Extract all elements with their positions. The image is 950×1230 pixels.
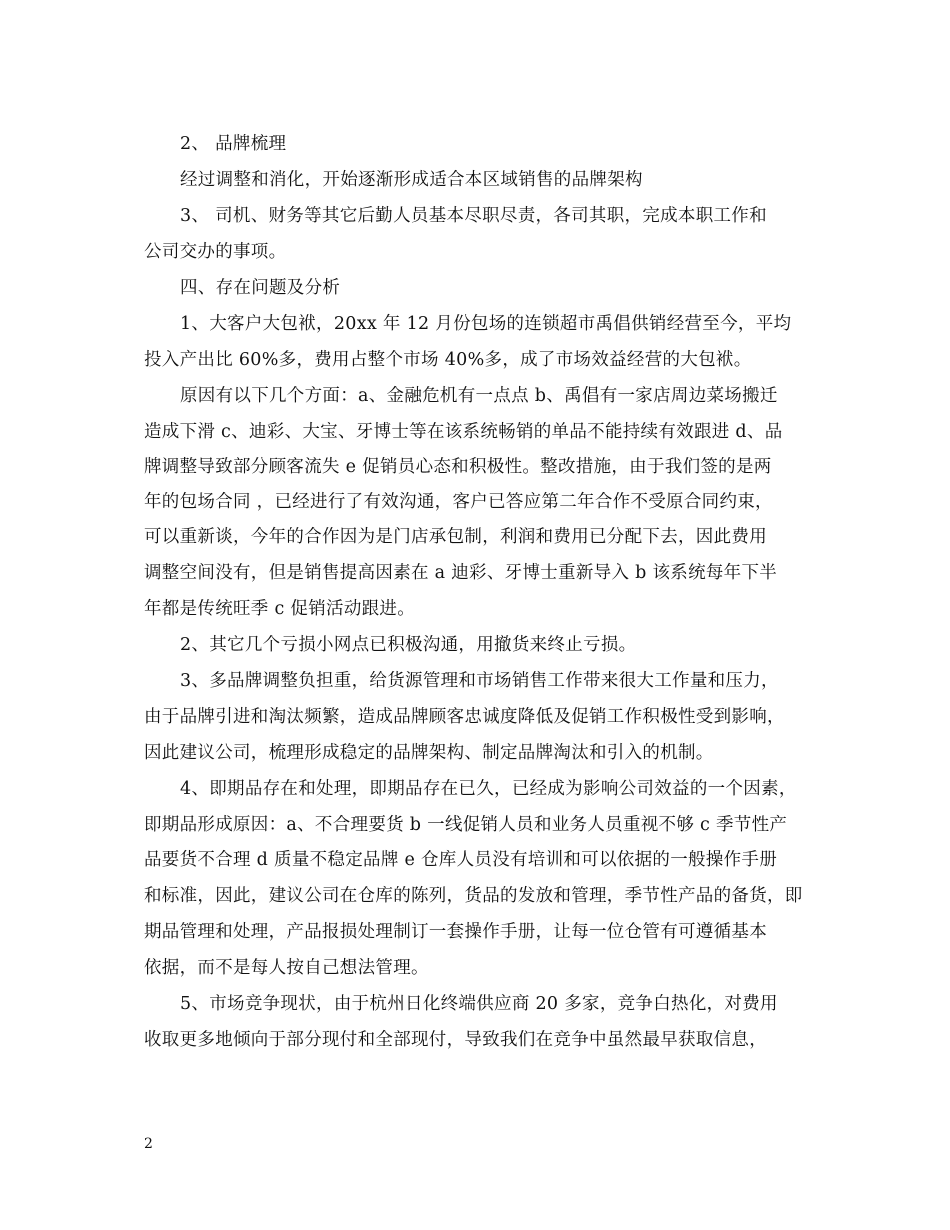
- text-line: 经过调整和消化，开始逐渐形成适合本区域销售的品牌架构: [180, 170, 643, 190]
- text-line: 原因有以下几个方面：a、金融危机有一点点 b、禹倡有一家店周边菜场搬迁: [180, 386, 778, 406]
- text-line: 可以重新谈，今年的合作因为是门店承包制，利润和费用已分配下去，因此费用: [144, 527, 767, 547]
- text-line: 即期品形成原因：a、不合理要货 b 一线促销人员和业务人员重视不够 c 季节性产: [144, 815, 788, 835]
- text-line: 造成下滑 c、迪彩、大宝、牙博士等在该系统畅销的单品不能持续有效跟进 d、品: [144, 422, 783, 442]
- section-heading: 四、存在问题及分析: [180, 278, 341, 298]
- text-line: 2、其它几个亏损小网点已积极沟通，用撤货来终止亏损。: [180, 635, 637, 655]
- text-line: 由于品牌引进和淘汰频繁，造成品牌顾客忠诚度降低及促销工作积极性受到影响，: [144, 707, 785, 727]
- text-line: 投入产出比 60%多，费用占整个市场 40%多，成了市场效益经营的大包袱。: [144, 350, 752, 370]
- text-line: 期品管理和处理，产品报损处理制订一套操作手册，让每一位仓管有可遵循基本: [144, 922, 767, 942]
- page-number: 2: [144, 1136, 153, 1152]
- text-line: 调整空间没有，但是销售提高因素在 a 迪彩、牙博士重新导入 b 该系统每年下半: [144, 563, 778, 583]
- text-line: 收取更多地倾向于部分现付和全部现付，导致我们在竞争中虽然最早获取信息，: [144, 1030, 767, 1050]
- text-line: 1、大客户大包袱，20xx 年 12 月份包场的连锁超市禹倡供销经营至今，平均: [180, 314, 792, 334]
- text-line: 公司交办的事项。: [144, 242, 287, 262]
- text-line: 3、多品牌调整负担重，给货源管理和市场销售工作带来很大工作量和压力，: [180, 671, 779, 691]
- text-line: 年的包场合同 ，已经进行了有效沟通，客户已答应第二年合作不受原合同约束，: [144, 492, 773, 512]
- text-line: 牌调整导致部分顾客流失 e 促销员心态和积极性。整改措施，由于我们签的是两: [144, 457, 772, 477]
- text-line: 2、 品牌梳理: [180, 134, 287, 154]
- text-line: 和标准，因此，建议公司在仓库的陈列，货品的发放和管理，季节性产品的备货，即: [144, 886, 803, 906]
- text-line: 3、 司机、财务等其它后勤人员基本尽职尽责，各司其职，完成本职工作和: [180, 206, 767, 226]
- text-line: 依据，而不是每人按自己想法管理。: [144, 958, 429, 978]
- text-line: 年都是传统旺季 c 促销活动跟进。: [144, 599, 416, 619]
- text-line: 5、市场竞争现状，由于杭州日化终端供应商 20 多家，竞争白热化，对费用: [180, 994, 778, 1014]
- text-line: 品要货不合理 d 质量不稳定品牌 e 仓库人员没有培训和可以依据的一般操作手册: [144, 850, 778, 870]
- text-line: 4、即期品存在和处理，即期品存在已久，已经成为影响公司效益的一个因素，: [180, 779, 797, 799]
- text-line: 因此建议公司，梳理形成稳定的品牌架构、制定品牌淘汰和引入的机制。: [144, 743, 714, 763]
